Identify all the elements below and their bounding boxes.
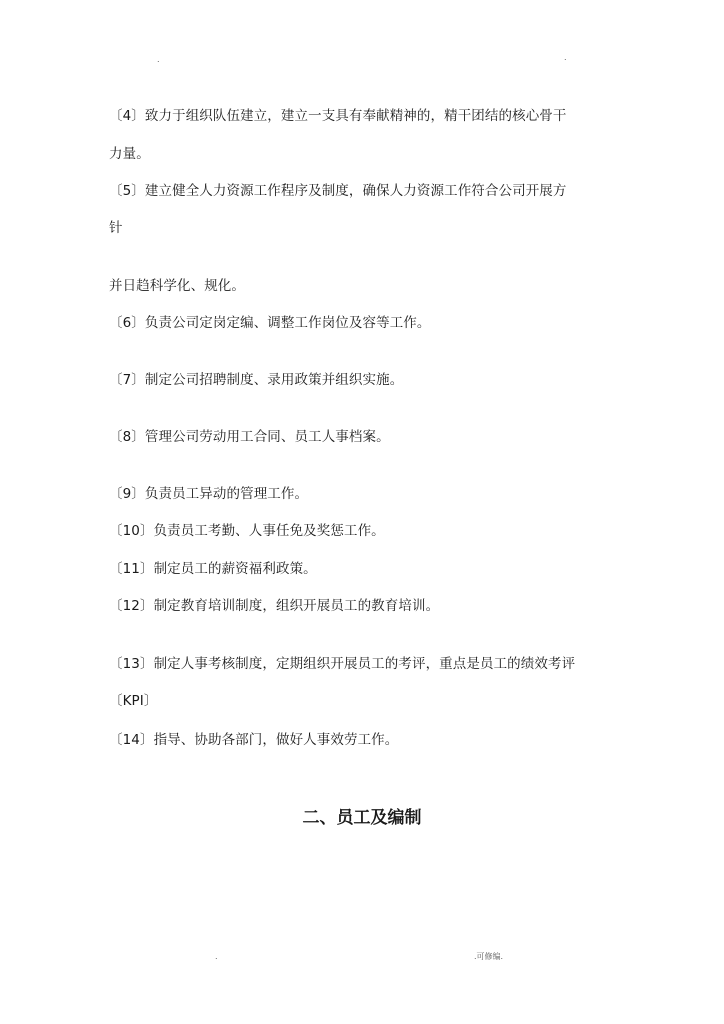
- body-line: 针: [109, 220, 123, 236]
- body-line: 〔8〕管理公司劳动用工合同、员工人事档案。: [109, 429, 390, 445]
- footer-left: .: [215, 952, 218, 961]
- body-line: 〔10〕负责员工考勤、人事任免及奖惩工作。: [109, 523, 385, 539]
- body-line: 〔6〕负责公司定岗定编、调整工作岗位及容等工作。: [109, 315, 431, 331]
- body-line: 〔14〕指导、协助各部门，做好人事效劳工作。: [109, 732, 399, 748]
- body-line: 〔KPI〕: [109, 693, 158, 709]
- header-left-mark: .: [157, 55, 160, 64]
- body-line: 力量。: [109, 146, 150, 162]
- body-line: 〔9〕负责员工异动的管理工作。: [109, 486, 309, 502]
- section-title: 二、员工及编制: [302, 808, 422, 828]
- body-line: 〔4〕致力于组织队伍建立，建立一支具有奉献精神的，精干团结的核心骨干: [109, 108, 567, 124]
- body-line: 并日趋科学化、规化。: [109, 278, 245, 294]
- header-right-mark: .: [564, 53, 567, 62]
- body-line: 〔13〕制定人事考核制度，定期组织开展员工的考评，重点是员工的绩效考评: [109, 656, 576, 672]
- footer-right: .可修编.: [474, 952, 504, 961]
- body-line: 〔11〕制定员工的薪资福利政策。: [109, 561, 317, 577]
- body-line: 〔12〕制定教育培训制度，组织开展员工的教育培训。: [109, 598, 440, 614]
- body-line: 〔5〕建立健全人力资源工作程序及制度，确保人力资源工作符合公司开展方: [109, 183, 567, 199]
- body-line: 〔7〕制定公司招聘制度、录用政策并组织实施。: [109, 372, 404, 388]
